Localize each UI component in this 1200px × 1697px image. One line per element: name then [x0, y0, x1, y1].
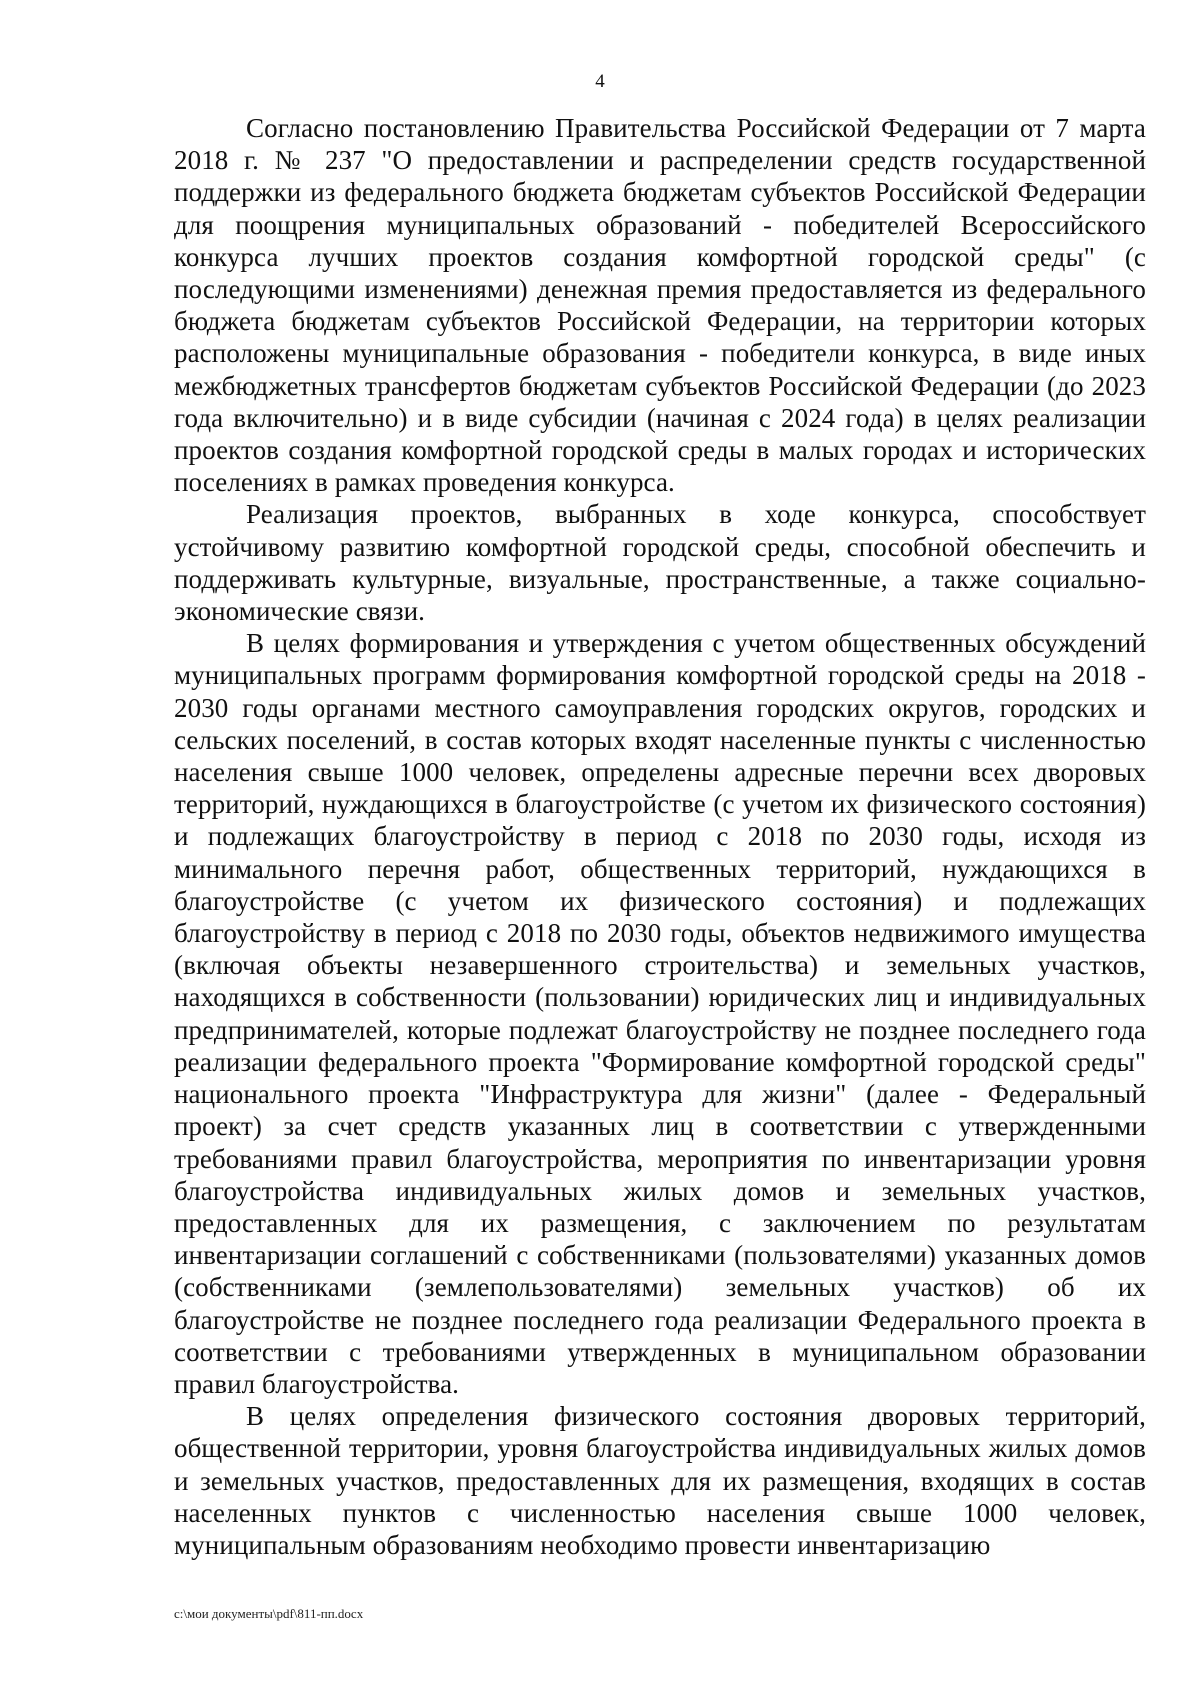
footer-file-path: c:\мои документы\pdf\811-пп.docx [174, 1606, 364, 1621]
page-number: 4 [595, 71, 605, 92]
paragraph-inventory: В целях определения физического состояния дворовых территорий, общественной территории, уровня благоустройства индивидуальных жилых домов и земельных участков, предоставленных для их размещения, входящих в состав населенных пунктов с численностью населения свыше 1000 человек, муниципальным образованиям необходимо провести инвентаризацию [174, 1401, 1146, 1560]
paragraph-premium-resolution: Согласно постановлению Правительства Российской Федерации от 7 марта 2018 г. № 237 "О предоставлении и распределении средств государственной поддержки из федерального бюджета бюджетам субъектов Российской Федерации для поощрения муниципальных образований - победителей Всероссийского конкурса лучших проектов создания комфортной городской среды" (с последующими изменениями) денежная премия предоставляется из федерального бюджета бюджетам субъектов Российской Федерации, на территории которых расположены муниципальные образования - победители конкурса, в виде иных межбюджетных трансфертов бюджетам субъектов Российской Федерации (до 2023 года включительно) и в виде субсидии (начиная с 2024 года) в целях реализации проектов создания комфортной городской среды в малых городах и исторических поселениях в рамках проведения конкурса. [174, 113, 1146, 498]
paragraph-municipal-programs: В целях формирования и утверждения с учетом общественных обсуждений муниципальных программ формирования комфортной городской среды на 2018 - 2030 годы органами местного самоуправления городских округов, городских и сельских поселений, в состав которых входят населенные пункты с численностью населения свыше 1000 человек, определены адресные перечни всех дворовых территорий, нуждающихся в благоустройстве (с учетом их физического состояния) и подлежащих благоустройству в период с 2018 по 2030 годы, исходя из минимального перечня работ, общественных территорий, нуждающихся в благоустройстве (с учетом их физического состояния) и подлежащих благоустройству в период с 2018 по 2030 годы, объектов недвижимого имущества (включая объекты незавершенного строительства) и земельных участков, находящихся в собственности (пользовании) юридических лиц и индивидуальных предпринимателей, которые подлежат благоустройству не позднее последнего года реализации федерального проекта "Формирование комфортной городской среды" национального проекта "Инфраструктура для жизни" (далее - Федеральный проект) за счет средств указанных лиц в соответствии с утвержденными требованиями правил благоустройства, мероприятия по инвентаризации уровня благоустройства индивидуальных жилых домов и земельных участков, предоставленных для их размещения, с заключением по результатам инвентаризации соглашений с собственниками (пользователями) указанных домов (собственниками (землепользователями) земельных участков) об их благоустройстве не позднее последнего года реализации Федерального проекта в соответствии с требованиями утвержденных в муниципальном образовании правил благоустройства. [174, 628, 1146, 1399]
paragraph-project-implementation: Реализация проектов, выбранных в ходе конкурса, способствует устойчивому развитию комфортной городской среды, способной обеспечить и поддерживать культурные, визуальные, пространственные, а также социально-экономические связи. [174, 499, 1146, 627]
document-body [174, 112, 1146, 1561]
